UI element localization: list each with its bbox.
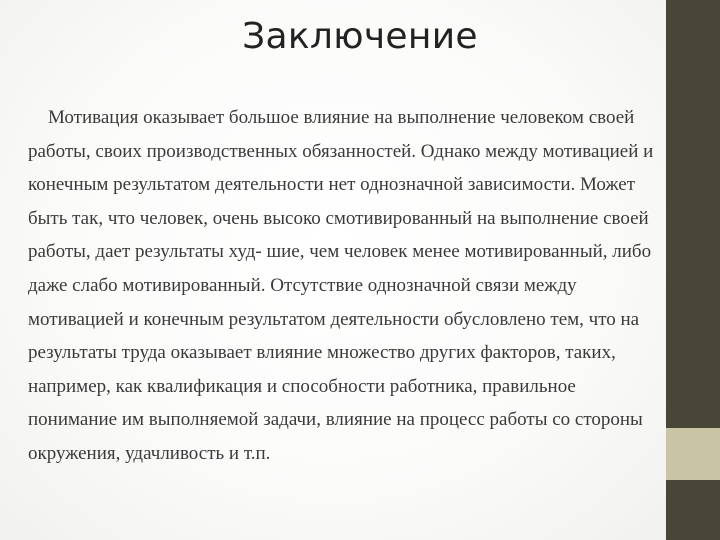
- slide-body-text: Мотивация оказывает большое влияние на выполнение человеком своей работы, своих производственных обязанностей. Однако между мотивацией и конечным результатом деятельности нет однозначной зависимости. Может быть так, что человек, очень высоко смотивированный на выполнение своей работы, дает результаты худ- шие, чем человек менее мотивированный, либо даже слабо мотивированный. Отсутствие однозначной связи между мотивацией и конечным результатом деятельности обусловлено тем, что на результаты труда оказывает влияние множество других факторов, таких, например, как квалификация и способности работника, правильное понимание им выполняемой задачи, влияние на процесс работы со стороны окружения, удачливость и т.п.: [28, 107, 654, 464]
- slide-title: Заключение: [242, 16, 478, 57]
- side-decoration-accent: [666, 428, 720, 480]
